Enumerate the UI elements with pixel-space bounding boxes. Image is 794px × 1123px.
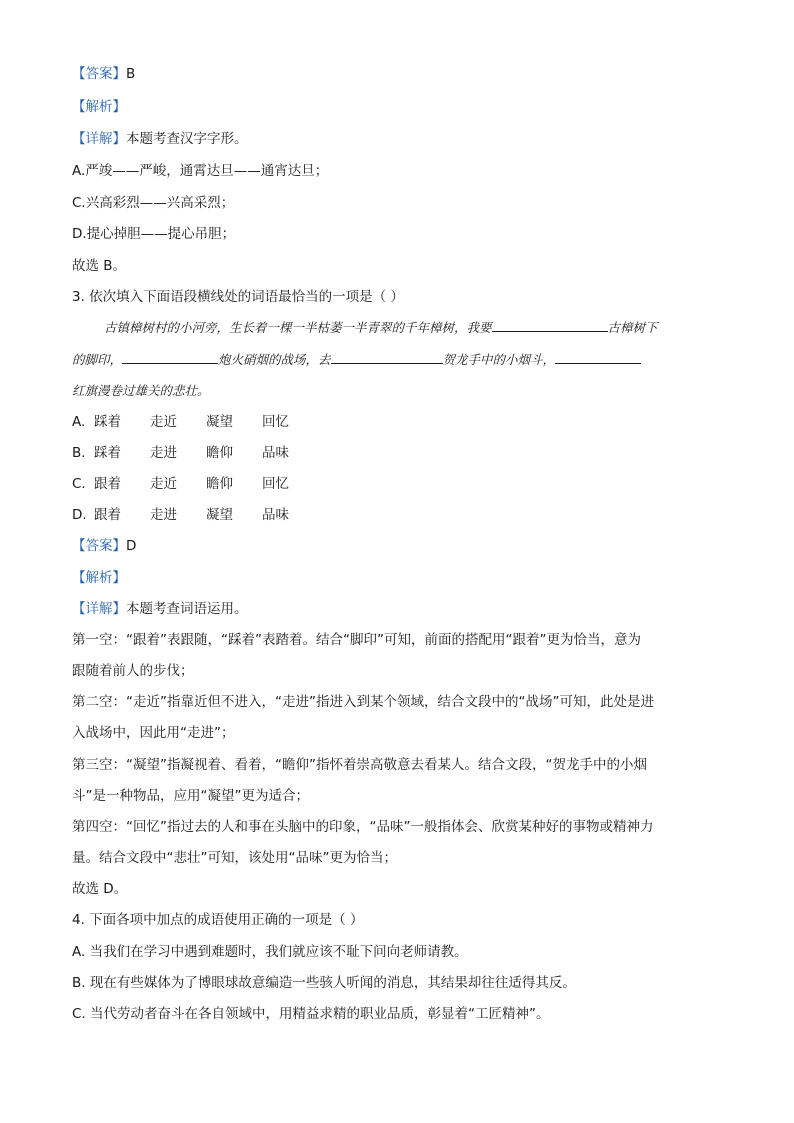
- answer-tag: 【答案】: [72, 538, 126, 554]
- option-word: 走近: [150, 414, 177, 430]
- q3-passage-line-2: [72, 350, 641, 370]
- q3-option-b: [72, 443, 318, 463]
- detail-tag: 【详解】: [72, 131, 126, 147]
- q3-option-c: [72, 474, 318, 494]
- option-word: 走近: [150, 476, 177, 492]
- passage-text: 古镇樟树村的小河旁，生长着一棵一半枯萎一半青翠的千年樟树，我要: [104, 320, 492, 335]
- option-word: 凝望: [206, 507, 233, 523]
- q3-explain-line: 第三空：“凝望”指凝视着、看着，“瞻仰”指怀着崇高敬意去看某人。结合文段，“贺龙手中的小烟: [72, 757, 647, 773]
- q3-answer-line: [72, 536, 136, 556]
- option-word: 品味: [262, 507, 289, 523]
- option-word: 瞻仰: [206, 445, 233, 461]
- option-word: 回忆: [262, 476, 289, 492]
- option-word: 走进: [150, 507, 177, 523]
- q4-stem: 4. 下面各项中加点的成语使用正确的一项是（ ）: [72, 912, 364, 928]
- option-word: 回忆: [262, 414, 289, 430]
- option-key: A.: [72, 414, 86, 430]
- q2-answer-line: [72, 64, 135, 84]
- q2-detail-line: [72, 129, 248, 149]
- answer-blank-2: [122, 350, 218, 364]
- q3-explain-line: 斗”是一种物品，应用“凝望”更为适合；: [72, 788, 309, 804]
- q2-analysis-tag: 【解析】: [72, 99, 126, 115]
- q3-stem: 3. 依次填入下面语段横线处的词语最恰当的一项是（ ）: [72, 289, 404, 305]
- answer-blank-1: [492, 318, 608, 332]
- q3-explain-line: 第一空：“跟着”表跟随，“踩着”表踏着。结合“脚印”可知，前面的搭配用“跟着”更为恰当，意为: [72, 632, 641, 648]
- detail-tag: 【详解】: [72, 601, 126, 617]
- option-word: 品味: [262, 445, 289, 461]
- option-word: 走进: [150, 445, 177, 461]
- detail-text: 本题考查汉字字形。: [126, 131, 248, 147]
- q3-analysis-tag: 【解析】: [72, 570, 126, 586]
- q3-explain-line: 量。结合文段中“悲壮”可知，该处用“品味”更为恰当；: [72, 850, 397, 866]
- q3-explain-line: 入战场中，因此用“走进”；: [72, 725, 235, 741]
- option-word: 跟着: [94, 476, 121, 492]
- passage-text: 的脚印，: [72, 352, 123, 367]
- q3-explain-line: 跟随着前人的步伐；: [72, 663, 194, 679]
- option-word: 跟着: [94, 507, 121, 523]
- passage-text: 古樟树下: [607, 320, 658, 335]
- q3-detail-line: [72, 599, 248, 619]
- option-key: C.: [72, 476, 86, 492]
- option-word: 踩着: [94, 414, 121, 430]
- option-key: D.: [72, 507, 87, 523]
- q3-explain-line: 第二空：“走近”指靠近但不进入，“走进”指进入到某个领域，结合文段中的“战场”可知，此处是进: [72, 694, 654, 710]
- q2-conclusion: 故选 B。: [72, 258, 127, 274]
- answer-tag: 【答案】: [72, 66, 126, 82]
- option-word: 踩着: [94, 445, 121, 461]
- q3-passage-line-1: [104, 318, 658, 338]
- q4-option-a: A. 当我们在学习中遇到难题时，我们就应该不耻下问向老师请教。: [72, 944, 468, 960]
- answer-value: B: [126, 66, 136, 82]
- q4-option-b: B. 现在有些媒体为了博眼球故意编造一些骇人听闻的消息，其结果却往往适得其反。: [72, 975, 576, 991]
- answer-blank-4: [555, 350, 641, 364]
- option-word: 瞻仰: [206, 476, 233, 492]
- option-key: B.: [72, 445, 86, 461]
- q2-explain-line: A.严竣——严峻，通霄达旦——通宵达旦；: [72, 163, 329, 179]
- passage-text: 贺龙手中的小烟斗，: [442, 352, 556, 367]
- q3-option-a: [72, 412, 318, 432]
- passage-text: 炮火硝烟的战场，去: [218, 352, 331, 367]
- q2-explain-line: C.兴高彩烈——兴高采烈；: [72, 195, 235, 211]
- answer-blank-3: [331, 350, 443, 364]
- q3-explain-line: 第四空：“回忆”指过去的人和事在头脑中的印象，“品味”一般指体会、欣赏某种好的事物或精神力: [72, 819, 654, 835]
- q3-passage-line-3: 红旗漫卷过雄关的悲壮。: [72, 383, 210, 398]
- q3-option-d: [72, 505, 318, 525]
- q4-option-c: C. 当代劳动者奋斗在各自领域中，用精益求精的职业品质，彰显着“工匠精神”。: [72, 1006, 550, 1022]
- option-word: 凝望: [206, 414, 233, 430]
- q3-conclusion: 故选 D。: [72, 881, 128, 897]
- answer-value: D: [126, 538, 137, 554]
- q2-explain-line: D.提心掉胆——提心吊胆；: [72, 226, 236, 242]
- detail-text: 本题考查词语运用。: [126, 601, 248, 617]
